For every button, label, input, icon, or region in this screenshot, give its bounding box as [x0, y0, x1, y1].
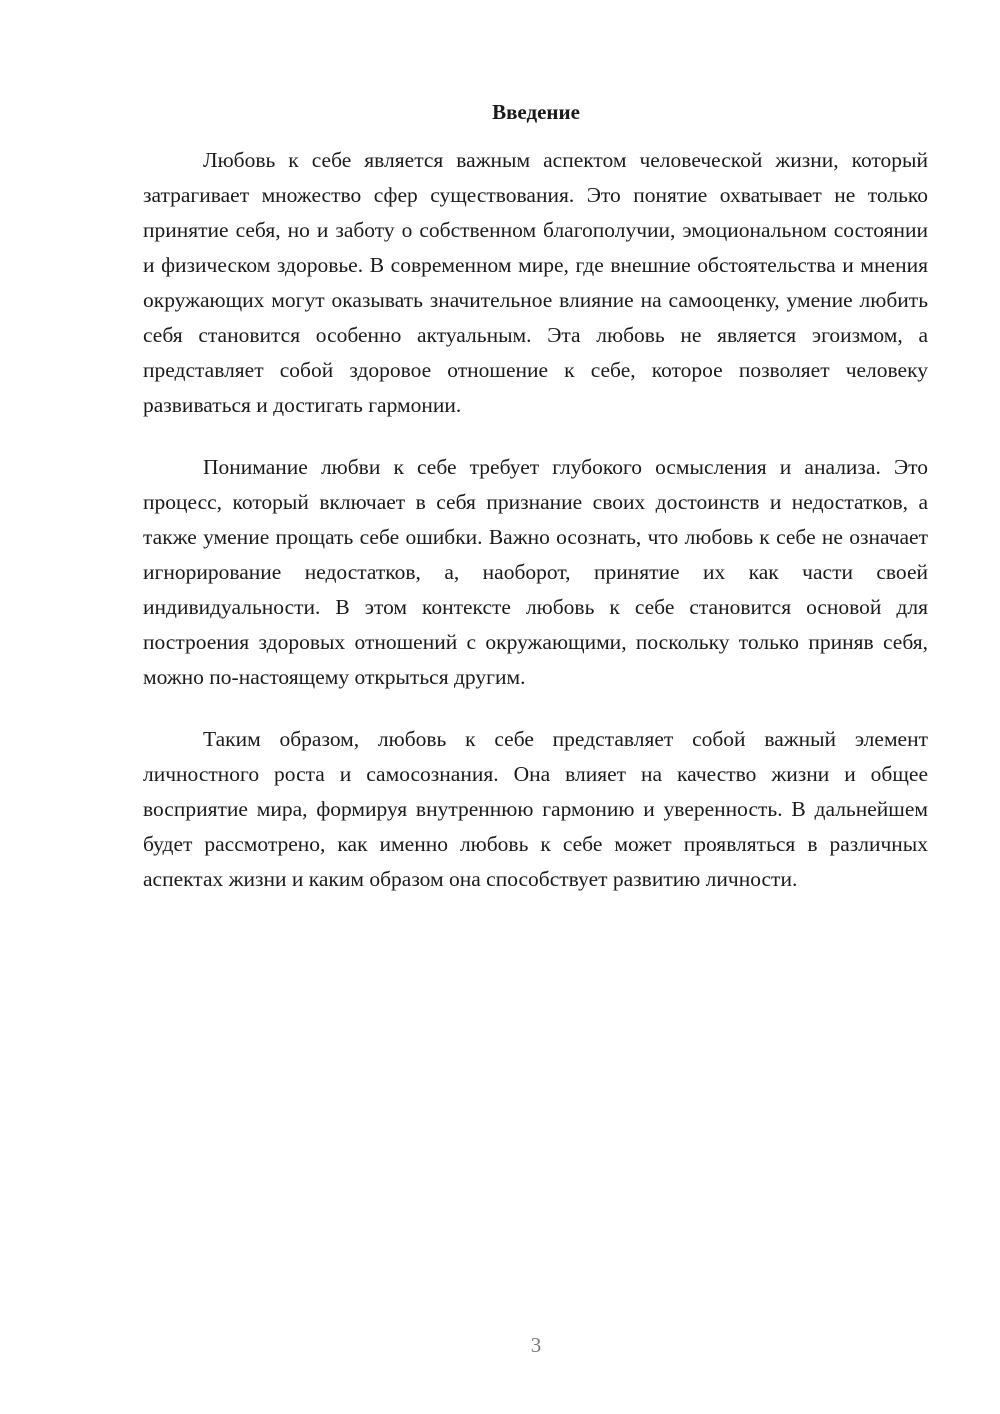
paragraph-1: Любовь к себе является важным аспектом человеческой жизни, который затрагивает множество сфер существования. Это понятие охватывает не только принятие себя, но и заботу о собственном благополучии, эмоциональном состоянии и физическом здоровье. В современном мире, где внешние обстоятельства и мнения окружающих могут оказывать значительное влияние на самооценку, умение любить себя становится особенно актуальным. Эта любовь не является эгоизмом, а представляет собой здоровое отношение к себе, которое позволяет человеку развиваться и достигать гармонии.: [143, 148, 928, 417]
paragraph-3: Таким образом, любовь к себе представляет собой важный элемент личностного роста и самосознания. Она влияет на качество жизни и общее восприятие мира, формируя внутреннюю гармонию и уверенность. В дальнейшем будет рассмотрено, как именно любовь к себе может проявляться в различных аспектах жизни и каким образом она способствует развитию личности.: [143, 727, 928, 891]
section-heading: Введение: [492, 100, 580, 124]
paragraph-2: Понимание любви к себе требует глубокого осмысления и анализа. Это процесс, который включает в себя признание своих достоинств и недостатков, а также умение прощать себе ошибки. Важно осознать, что любовь к себе не означает игнорирование недостатков, а, наоборот, принятие их как части своей индивидуальности. В этом контексте любовь к себе становится основой для построения здоровых отношений с окружающими, поскольку только приняв себя, можно по-настоящему открыться другим.: [143, 455, 928, 689]
body-text: [143, 143, 928, 924]
page-number: 3: [530, 1333, 542, 1357]
